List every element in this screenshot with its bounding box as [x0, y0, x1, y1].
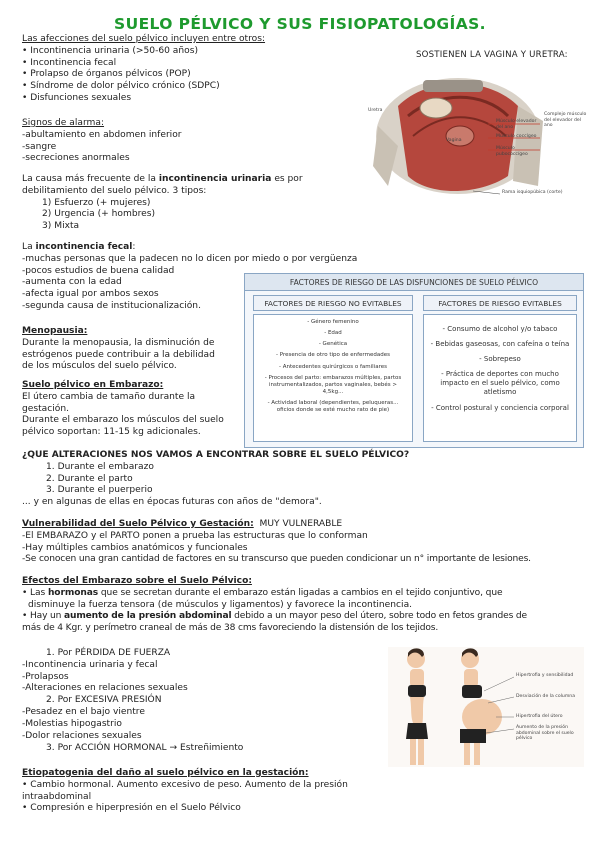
pregnancy-section — [22, 380, 224, 439]
text-line: -Se conocen una gran cantidad de factores en su transcurso que pueden condicionar un n° importante de lesiones. — [22, 554, 531, 565]
pelvic-floor-figure — [368, 66, 590, 212]
list-item: -aumenta con la edad — [22, 277, 122, 288]
list-item: • Incontinencia urinaria (>50-60 años) — [22, 45, 198, 56]
text: La causa más frecuente de la — [22, 174, 159, 184]
alarm-heading: Signos de alarma: — [22, 118, 105, 128]
text-line: -El EMBARAZO y el PARTO ponen a prueba las estructuras que lo conforman — [22, 530, 368, 541]
list-item: -Incontinencia urinaria y fecal — [22, 659, 158, 670]
intro-list — [22, 46, 265, 105]
text-line: gestación. — [22, 403, 69, 414]
list-item: - Práctica de deportes con mucho impacto en el suelo pélvico, como atletismo — [440, 370, 560, 397]
question-heading: ¿QUE ALTERACIONES NOS VAMOS A ENCONTRAR SOBRE EL SUELO PÉLVICO? — [22, 450, 410, 460]
text-bold: incontinencia fecal — [35, 242, 133, 252]
list-item: -Pesadez en el bajo vientre — [22, 707, 145, 718]
text: • Las — [22, 587, 48, 598]
cause-heading-3: 3. Por ACCIÓN HORMONAL → Estreñimiento — [46, 742, 244, 753]
risk-box-title: FACTORES DE RIESGO DE LAS DISFUNCIONES DE SUELO PÉLVICO — [244, 273, 584, 291]
list-item: - Genética — [318, 341, 348, 348]
list-item: 3) Mixta — [42, 221, 80, 232]
list-item: - Antecedentes quirúrgicos o familiares — [278, 363, 387, 370]
text-line: intraabdominal — [22, 791, 92, 802]
label-pressure: Aumento de la presión abdominal sobre el suelo pélvico — [516, 725, 574, 741]
label-ligament: Rama isquiopúbica (corte) — [502, 190, 563, 195]
list-item: -secreciones anormales — [22, 153, 130, 164]
list-item: 1. Durante el embarazo — [46, 461, 154, 472]
text-line: El útero cambia de tamaño durante la — [22, 391, 196, 402]
list-item: - Procesos del parto: embarazos múltiples, partos instrumentalizados, partos vaginales, bebés > 4,5kg... — [264, 374, 402, 395]
vulnerability-section — [22, 519, 531, 566]
text: La — [22, 242, 36, 252]
list-item: 2) Urgencia (+ hombres) — [42, 209, 156, 220]
causes-section — [22, 648, 243, 754]
effects-p1 — [22, 588, 588, 600]
list-item: - Consumo de alcohol y/o tabaco — [442, 325, 558, 333]
list-item: -Dolor relaciones sexuales — [22, 730, 142, 741]
list-item: - Género femenino — [307, 319, 359, 325]
effects-heading: Efectos del Embarazo sobre el Suelo Pélvico: — [22, 576, 252, 586]
list-item: • Disfunciones sexuales — [22, 93, 132, 104]
list-item: -segunda causa de institucionalización. — [22, 301, 201, 312]
page-title: SUELO PÉLVICO Y SUS FISIOPATOLOGÍAS. — [114, 15, 486, 33]
fecal-heading — [22, 242, 357, 254]
risk-right-title: FACTORES DE RIESGO EVITABLES — [423, 295, 577, 311]
list-item: 3. Durante el puerperio — [46, 485, 153, 496]
list-item: -Prolapsos — [22, 671, 69, 682]
list-item: - Edad — [324, 330, 342, 337]
list-item: -muchas personas que la padecen no lo dicen por miedo o por vergüenza — [22, 253, 358, 264]
text: es por — [271, 174, 303, 184]
label-muscle-3: Músculo pubococcígeo — [496, 146, 528, 157]
text-bold: hormonas — [47, 587, 99, 598]
text-line: • Cambio hormonal. Aumento excesivo de peso. Aumento de la presión — [22, 779, 348, 790]
intro-section — [22, 34, 265, 105]
label-uretra: Uretra — [368, 108, 383, 113]
list-item: -sangre — [22, 141, 57, 152]
effects-p2-cont: más de 4 Kgr. y perímetro craneal de más de 38 cms favoreciendo la distensión de los tejidos. — [22, 623, 439, 634]
label-muscle-1: Músculo elevador del ano — [496, 119, 537, 130]
risk-factors-box — [244, 273, 584, 448]
risk-left-title: FACTORES DE RIESGO NO EVITABLES — [253, 295, 413, 311]
list-item: -Molestias hipogastrio — [22, 718, 122, 729]
text-line: estrógenos puede contribuir a la debilidad — [22, 349, 215, 360]
text-line: -Hay múltiples cambios anatómicos y funcionales — [22, 542, 248, 553]
list-item: • Síndrome de dolor pélvico crónico (SDPC) — [22, 81, 220, 92]
list-item: - Sobrepeso — [479, 355, 521, 364]
effects-section — [22, 576, 588, 635]
text-line: • Compresión e hiperpresión en el Suelo Pélvico — [22, 803, 241, 814]
pregnancy-silhouettes-illustration — [388, 647, 584, 767]
etiopathogeny-heading: Etiopatogenia del daño al suelo pélvico en la gestación: — [22, 768, 309, 778]
label-hypertrophy: Hipertrofia y sensibilidad — [516, 673, 574, 678]
text-line: Durante la menopausia, la disminución de — [22, 337, 215, 348]
text: : — [132, 242, 136, 252]
urinary-section — [22, 174, 303, 233]
list-item: -pocos estudios de buena calidad — [22, 265, 175, 276]
label-side: Complejo músculo del elevador del ano — [544, 112, 587, 128]
list-item: - Control postural y conciencia corporal — [431, 403, 569, 412]
text-line: pélvico soportan: 11-15 kg adicionales. — [22, 427, 201, 438]
list-item: • Prolapso de órganos pélvicos (POP) — [22, 69, 191, 80]
label-uterus: Hipertrofia del útero — [516, 714, 563, 719]
label-muscle-2: Músculo coccígeo — [496, 134, 537, 139]
effects-p1-cont: disminuye la fuerza tensora (de músculos y ligamentos) y favorece la incontinencia. — [28, 599, 413, 610]
list-item: -afecta igual por ambos sexos — [22, 289, 159, 300]
urinary-text — [22, 174, 303, 186]
vulnerability-heading: Vulnerabilidad del Suelo Pélvico y Gestación: — [22, 519, 254, 529]
list-item: • Incontinencia fecal — [22, 57, 117, 68]
list-item: - Bebidas gaseosas, con cafeína o teína — [430, 340, 570, 349]
text: • Hay un — [22, 611, 65, 622]
etiopathogeny-section — [22, 768, 348, 815]
pregnancy-heading: Suelo pélvico en Embarazo: — [22, 380, 164, 390]
risk-left-panel — [253, 314, 413, 442]
text: que se secretan durante el embarazo están ligadas a cambios en el tejido conjuntivo, que — [98, 587, 503, 598]
list-item: - Presencia de otro tipo de enfermedades — [276, 352, 390, 359]
risk-right-panel — [423, 314, 577, 442]
text: debido a un mayor peso del útero, sobre todo en fetos grandes de — [231, 611, 527, 622]
text-line: de los músculos del suelo pélvico. — [22, 361, 177, 372]
cause-heading-2: 2. Por EXCESIVA PRESIÓN — [46, 695, 162, 706]
list-item: -abultamiento en abdomen inferior — [22, 129, 182, 140]
cause-heading-1: 1. Por PÉRDIDA DE FUERZA — [46, 648, 171, 658]
text-line: Durante el embarazo los músculos del suelo — [22, 415, 224, 426]
text-bold: incontinencia urinaria — [158, 174, 272, 184]
list-item: -Alteraciones en relaciones sexuales — [22, 683, 188, 694]
effects-p2 — [22, 611, 588, 623]
list-item: - Actividad laboral (dependientes, peluqueras... oficios donde se esté mucho rato de pie) — [267, 400, 399, 414]
question-section — [22, 450, 409, 509]
pregnancy-posture-figure — [388, 647, 584, 767]
menopause-section — [22, 326, 215, 373]
menopause-heading: Menopausia: — [22, 326, 88, 336]
alarm-section — [22, 118, 182, 165]
figure-top-caption: SOSTIENEN LA VAGINA Y URETRA: — [416, 50, 568, 60]
list-item: 1) Esfuerzo (+ mujeres) — [42, 197, 151, 208]
intro-heading: Las afecciones del suelo pélvico incluyen entre otros: — [22, 34, 266, 44]
urinary-text-2: debilitamiento del suelo pélvico. 3 tipos: — [22, 185, 207, 196]
label-vagina: Vagina — [446, 138, 462, 143]
text-bold: aumento de la presión abdominal — [64, 611, 232, 622]
vulnerability-tag: MUY VULNERABLE — [253, 519, 343, 529]
list-item: 2. Durante el parto — [46, 473, 133, 484]
vulnerability-heading-row — [22, 519, 531, 531]
question-footer: ... y en algunas de ellas en épocas futuras con años de "demora". — [22, 497, 322, 508]
label-spine: Desviación de la columna — [516, 694, 576, 699]
